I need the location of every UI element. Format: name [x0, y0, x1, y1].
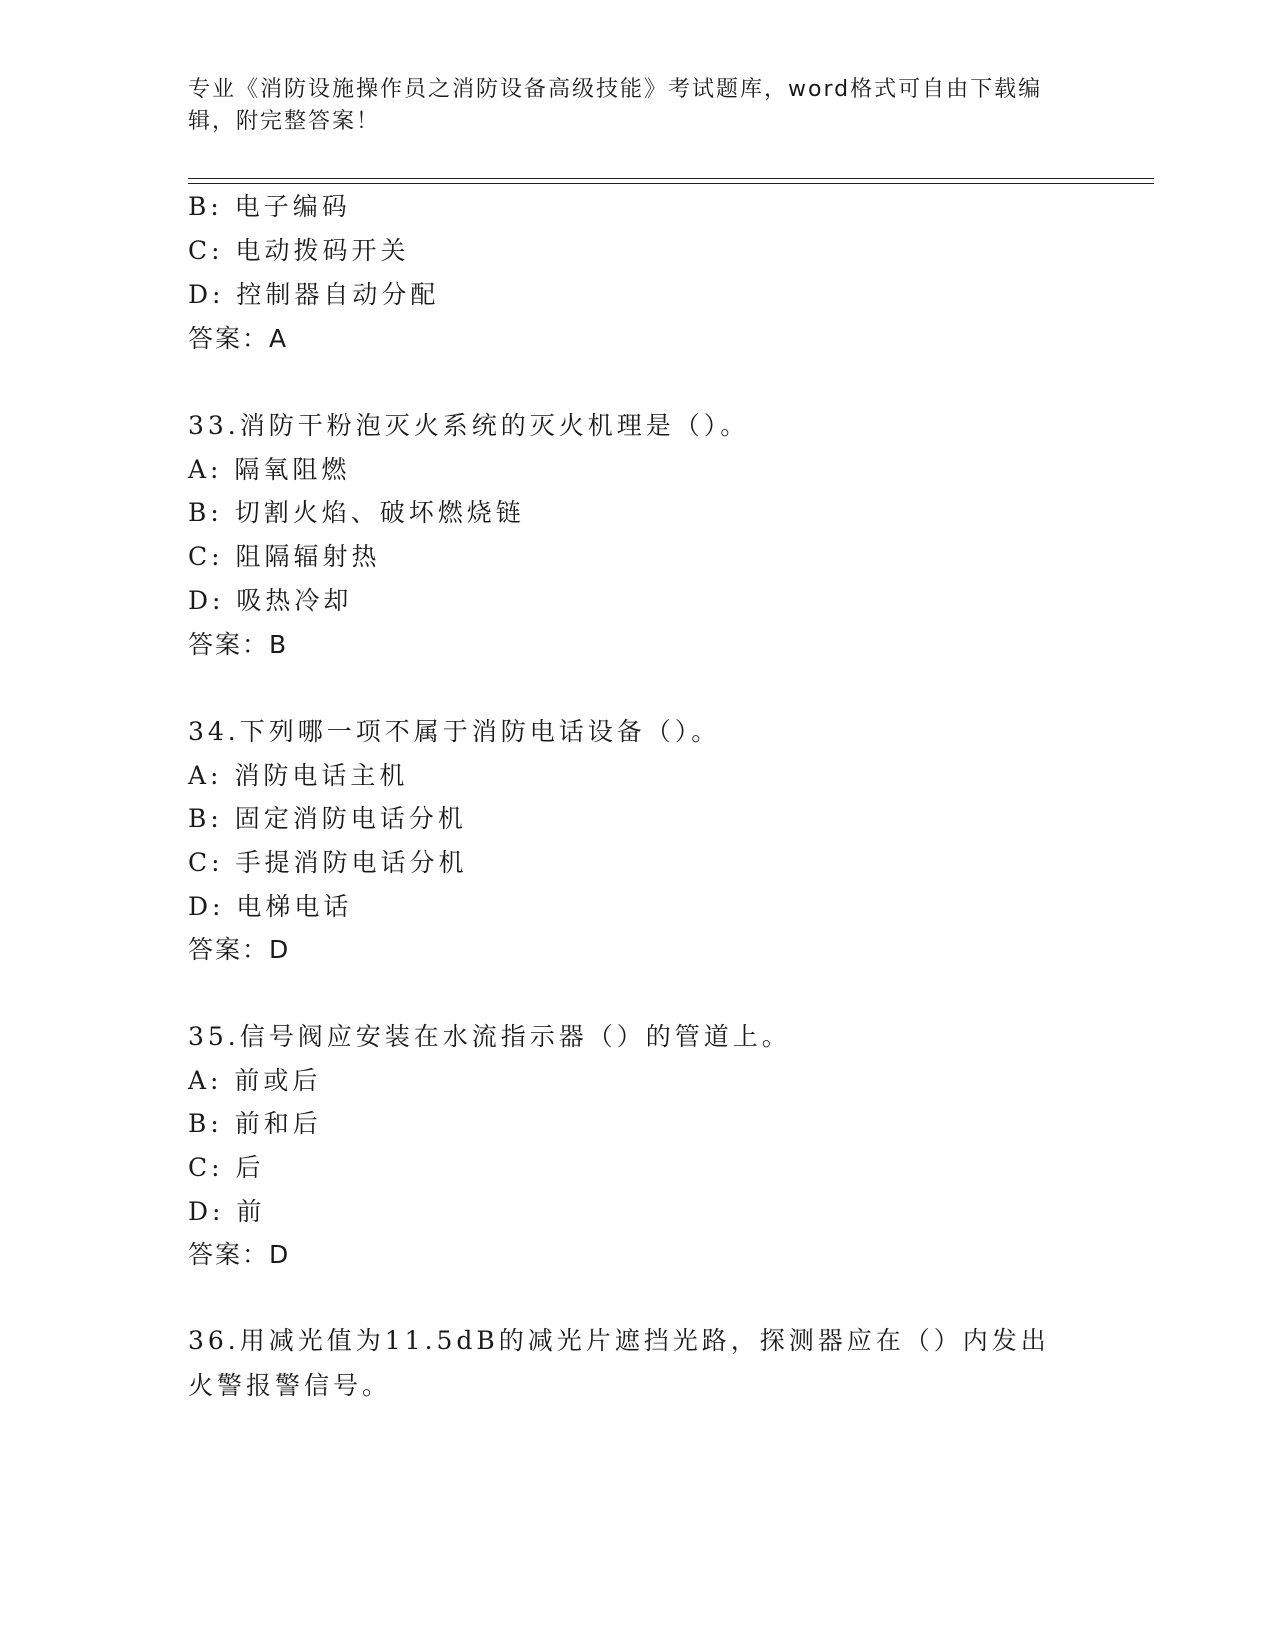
question-35-text: 35.信号阀应安装在水流指示器（）的管道上。 — [188, 1022, 791, 1051]
question-34-text: 34.下列哪一项不属于消防电话设备（）。 — [188, 717, 721, 746]
option-c: C: 电动拨码开关 — [188, 236, 410, 265]
question-35-option-a: A: 前或后 — [188, 1066, 322, 1095]
question-33-text: 33.消防干粉泡灭火系统的灭火机理是（）。 — [188, 411, 750, 440]
answer-line: 答案：A — [188, 324, 289, 353]
header-rule-top — [188, 178, 1154, 179]
question-34-option-d: D: 电梯电话 — [188, 892, 353, 921]
option-b: B: 电子编码 — [188, 192, 351, 221]
question-36-text: 36.用减光值为11.5dB的减光片遮挡光路，探测器应在（）内发出火警报警信号。 — [188, 1326, 1050, 1400]
question-34-option-c: C: 手提消防电话分机 — [188, 848, 468, 877]
question-33-answer: 答案：B — [188, 630, 289, 659]
question-35-option-b: B: 前和后 — [188, 1109, 322, 1138]
question-33-option-a: A: 隔氧阻燃 — [188, 455, 351, 484]
question-35-answer: 答案：D — [188, 1240, 291, 1269]
header-rule-bottom — [188, 183, 1154, 184]
question-33-option-c: C: 阻隔辐射热 — [188, 542, 381, 571]
question-33-option-d: D: 吸热冷却 — [188, 586, 353, 615]
question-33-option-b: B: 切割火焰、破坏燃烧链 — [188, 498, 525, 527]
question-35-option-c: C: 后 — [188, 1153, 265, 1182]
option-d: D: 控制器自动分配 — [188, 280, 440, 309]
question-35-option-d: D: 前 — [188, 1197, 266, 1226]
question-34-answer: 答案：D — [188, 935, 291, 964]
question-34-option-b: B: 固定消防电话分机 — [188, 804, 467, 833]
question-34-option-a: A: 消防电话主机 — [188, 761, 409, 790]
page-header: 专业《消防设施操作员之消防设备高级技能》考试题库，word格式可自由下载编辑，附完整答案！ — [188, 77, 1043, 134]
